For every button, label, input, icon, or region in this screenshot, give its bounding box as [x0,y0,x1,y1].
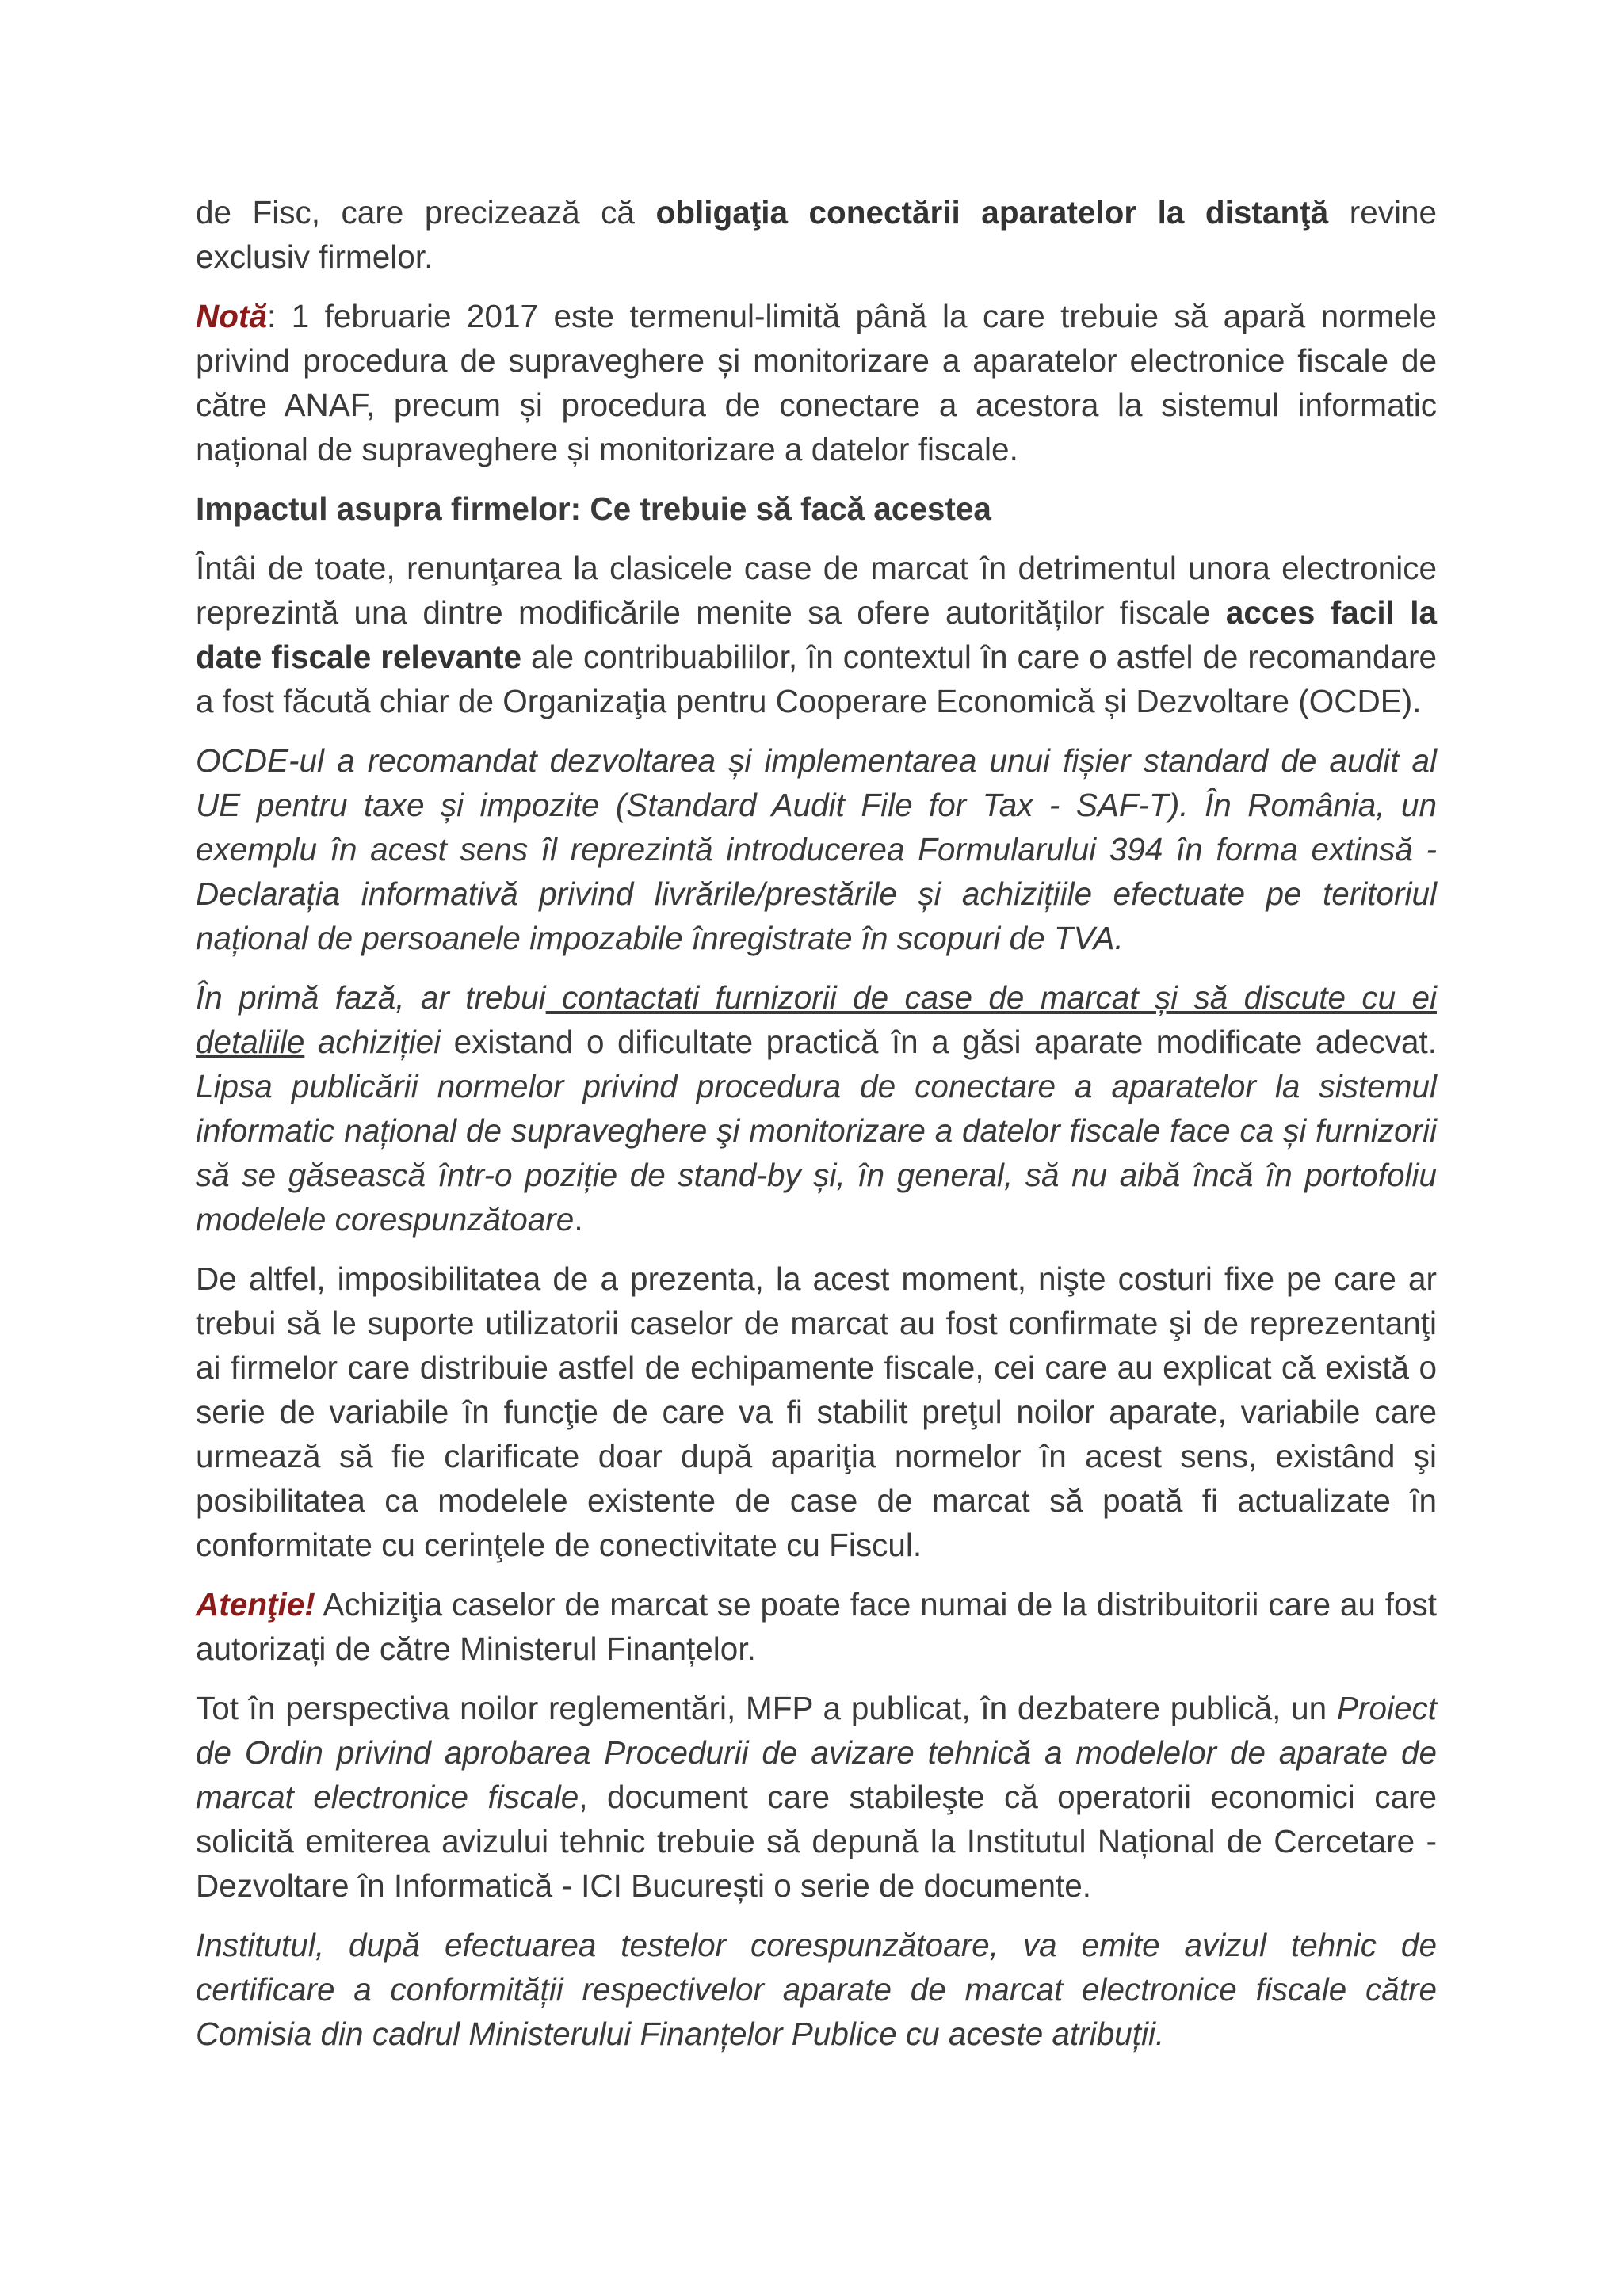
underlined-text: contactati furnizorii de case de marcat și să discute cu ei detaliile [196,979,1437,1060]
paragraph-impact [196,546,1437,723]
bold-emphasis: acces facil la date fiscale relevante [196,594,1437,675]
paragraph-first-phase [196,975,1437,1241]
text: existand o dificultate practică în a găsi aparate modificate adecvat. [441,1024,1437,1060]
paragraph-costs: De altfel, imposibilitatea de a prezenta, la acest moment, nişte costuri fixe pe care ar trebui să le suporte utilizatorii caselor de marcat au fost confirmate şi de reprezentanţi ai firmelor care distribuie astfel de echipamente fiscale, cei care au explicat că există o serie de variabile în funcţie de care va fi stabilit preţul noilor aparate, variabile care urmează să fie clarificate doar după apariţia normelor în acest sens, existând şi posibilitatea ca modelele existente de case de marcat să poată fi actualizate în conformitate cu cerinţele de conectivitate cu Fiscul. [196,1261,1437,1563]
text: Achiziţia caselor de marcat se poate face numai de la distribuitorii care au fost autorizați de către Ministerul Finanțelor. [196,1586,1437,1667]
paragraph-institute: Institutul, după efectuarea testelor corespunzătoare, va emite avizul tehnic de certificare a conformității respectivelor aparate de marcat electronice fiscale către Comisia din cadrul Ministerului Finanțelor Publice cu aceste atribuții. [196,1927,1437,2052]
italic-text: Proiect de Ordin privind aprobarea Procedurii de avizare tehnică a modelelor de aparate de marcat electronice fiscale [196,1690,1437,1815]
italic-text: În primă fază, ar trebui [196,979,546,1016]
paragraph-mfp-project [196,1686,1437,1908]
text: ale contribuabililor, în contextul în care o astfel de recomandare a fost făcută chiar de Organizaţia pentru Cooperare Economică și Dezvoltare (OCDE). [196,639,1437,719]
note-label: Notă [196,298,267,334]
text: de Fisc, care precizează că [196,194,656,231]
document-page [196,190,1437,2071]
italic-text: Lipsa publicării normelor privind procedura de conectare a aparatelor la sistemul informatic național de supraveghere şi monitorizare a datelor fiscale face ca și furnizorii să se găsească într-o poziție de stand-by și, în general, să nu aibă încă în portofoliu modelele corespunzătoare [196,1068,1437,1238]
paragraph-obligation [196,190,1437,279]
bold-emphasis: obligaţia conectării aparatelor la distanţă [655,194,1329,231]
text: Tot în perspectiva noilor reglementări, MFP a publicat, în dezbatere publică, un [196,1690,1337,1726]
italic-text: achiziției [317,1024,441,1060]
text: . [574,1201,583,1238]
paragraph-note [196,294,1437,471]
text: Întâi de toate, renunţarea la clasicele case de marcat în detrimentul unora electronice reprezintă una dintre modificările menite sa ofere autorităților fiscale [196,550,1437,631]
text: : 1 februarie 2017 este termenul-limită până la care trebuie să apară normele privind procedura de supraveghere și monitorizare a aparatelor electronice fiscale de către ANAF, precum și procedura de conectare a acestora la sistemul informatic național de supraveghere și monitorizare a datelor fiscale. [196,298,1437,467]
section-heading: Impactul asupra firmelor: Ce trebuie să facă acestea [196,490,991,527]
text: , document care stabileşte că operatorii economici care solicită emiterea avizului tehnic trebuie să depună la Institutul Național de Cercetare - Dezvoltare în Informatică - ICI București o serie de documente. [196,1779,1437,1904]
text: revine exclusiv firmelor. [196,194,1438,275]
attention-label: Atenţie! [196,1586,315,1623]
paragraph-attention [196,1582,1437,1671]
paragraph-ocde: OCDE-ul a recomandat dezvoltarea și implementarea unui fișier standard de audit al UE pentru taxe și impozite (Standard Audit File for Tax - SAF-T). În România, un exemplu în acest sens îl reprezintă introducerea Formularului 394 în forma extinsă - Declarația informativă privind livrările/prestările și achizițiile efectuate pe teritoriul național de persoanele impozabile înregistrate în scopuri de TVA. [196,742,1437,956]
